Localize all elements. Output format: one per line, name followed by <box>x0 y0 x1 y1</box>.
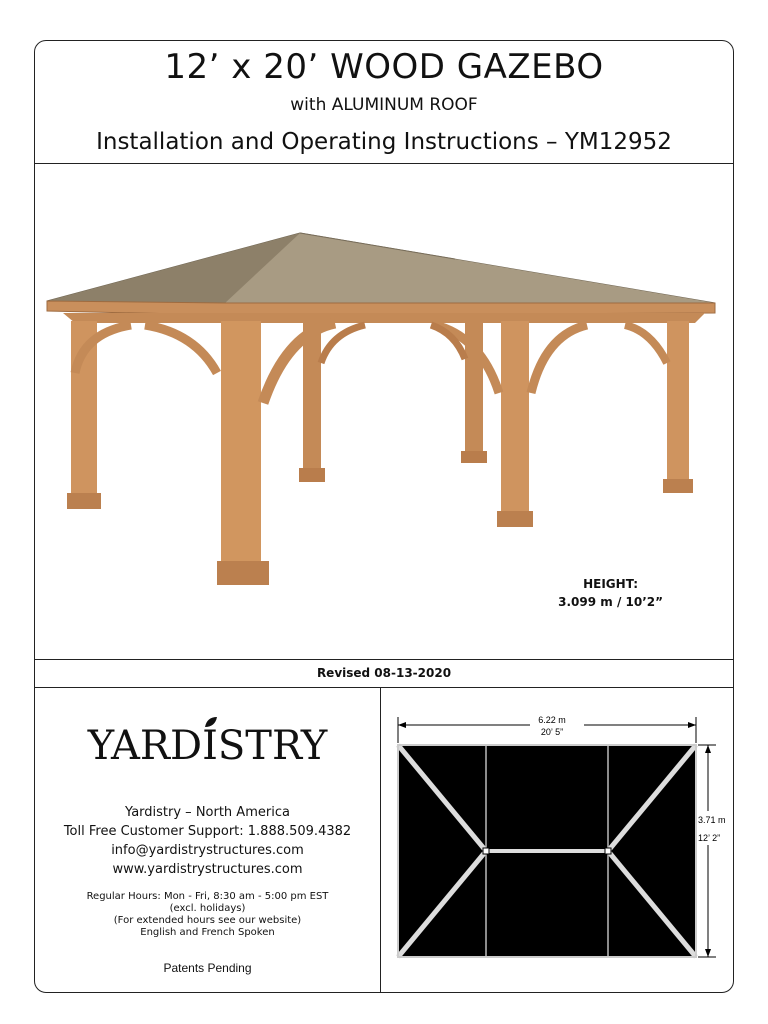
contact-block <box>35 803 380 879</box>
header <box>35 41 733 164</box>
instructions-heading: Installation and Operating Instructions – YM12952 <box>96 129 672 155</box>
gazebo-image <box>35 163 733 660</box>
height-label: HEIGHT: <box>583 577 639 591</box>
yardistry-logo: YARDISTRY <box>87 723 328 769</box>
plan-width-m: 6.22 m <box>538 715 566 725</box>
height-value: 3.099 m / 10’2” <box>558 595 663 609</box>
page-title: 12’ x 20’ WOOD GAZEBO <box>164 47 604 87</box>
revision-date: Revised 08-13-2020 <box>35 659 733 688</box>
company-website: www.yardistrystructures.com <box>112 862 303 877</box>
page-frame <box>34 40 734 993</box>
hours-block <box>35 891 380 939</box>
roof-plan-diagram <box>380 687 734 993</box>
support-phone: Toll Free Customer Support: 1.888.509.4382 <box>63 824 352 839</box>
regular-hours: Regular Hours: Mon - Fri, 8:30 am - 5:00 pm EST <box>86 891 329 902</box>
plan-depth-ft: 12’ 2” <box>698 833 721 843</box>
plan-width-ft: 20’ 5” <box>540 727 564 737</box>
holidays-note: (excl. holidays) <box>169 903 246 914</box>
languages-note: English and French Spoken <box>140 927 275 938</box>
page-subtitle: with ALUMINUM ROOF <box>290 95 478 115</box>
roof-plan <box>380 687 734 993</box>
support-email: info@yardistrystructures.com <box>111 843 304 858</box>
company-info <box>35 687 381 993</box>
plan-depth-m: 3.71 m <box>698 815 726 825</box>
height-callout <box>558 575 663 611</box>
extended-hours-note: (For extended hours see our website) <box>113 915 302 926</box>
company-region: Yardistry – North America <box>125 805 290 820</box>
patents-note: Patents Pending <box>163 961 252 975</box>
